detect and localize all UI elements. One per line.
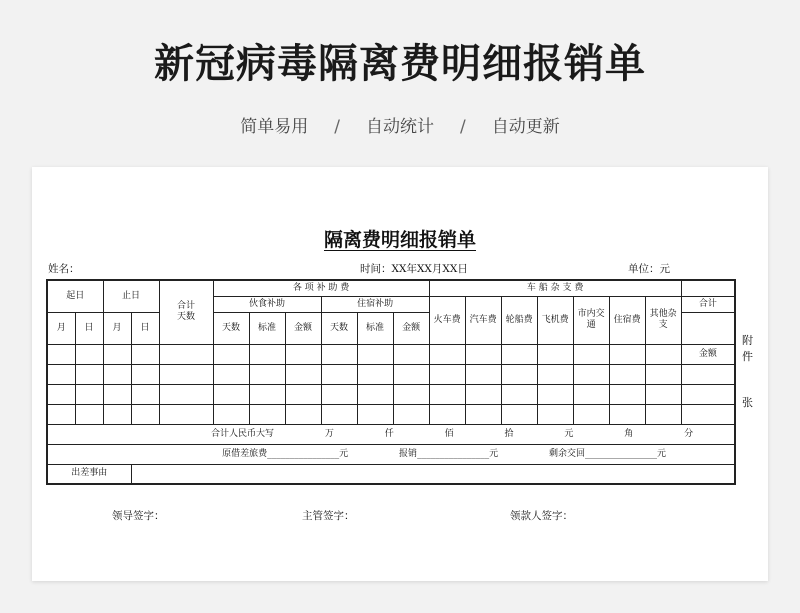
supervisor-signature[interactable]: 主管签字： bbox=[302, 510, 355, 522]
table-cell[interactable] bbox=[645, 404, 681, 424]
table-cell[interactable] bbox=[213, 344, 249, 364]
subtitle bbox=[0, 112, 800, 137]
table-cell[interactable] bbox=[213, 384, 249, 404]
table-row bbox=[47, 344, 735, 364]
table-cell[interactable] bbox=[609, 404, 645, 424]
balance-returned-label: 剩余交回 bbox=[548, 448, 585, 459]
table-cell[interactable] bbox=[285, 384, 321, 404]
table-cell[interactable] bbox=[159, 364, 213, 384]
table-cell[interactable] bbox=[393, 404, 429, 424]
table-cell[interactable] bbox=[501, 364, 537, 384]
table-cell[interactable] bbox=[285, 364, 321, 384]
table-cell[interactable] bbox=[537, 404, 573, 424]
table-cell[interactable] bbox=[645, 364, 681, 384]
header-lodging-subsidy: 住宿补助 bbox=[321, 296, 429, 312]
table-cell[interactable] bbox=[357, 344, 393, 364]
table-cell[interactable] bbox=[75, 344, 103, 364]
table-cell[interactable] bbox=[75, 384, 103, 404]
header-month: 月 bbox=[103, 312, 131, 344]
table-cell[interactable] bbox=[321, 364, 357, 384]
table-cell[interactable] bbox=[321, 384, 357, 404]
header-day: 日 bbox=[75, 312, 103, 344]
banner-title: 新冠病毒隔离费明细报销单 bbox=[154, 41, 646, 87]
unit-shi: 拾 bbox=[504, 428, 514, 439]
header-transport: 车 船 杂 支 费 bbox=[429, 280, 681, 296]
table-cell[interactable] bbox=[357, 364, 393, 384]
trip-reason-label: 出差事由 bbox=[47, 464, 131, 484]
subtitle-item: 简单易用 bbox=[240, 117, 309, 137]
header-standard: 标准 bbox=[357, 312, 393, 344]
document-title: 隔离费明细报销单 bbox=[323, 229, 476, 251]
table-cell[interactable] bbox=[681, 404, 735, 424]
table-cell[interactable] bbox=[501, 344, 537, 364]
reimbursement-table bbox=[46, 279, 736, 485]
table-cell[interactable] bbox=[537, 344, 573, 364]
table-cell[interactable] bbox=[645, 344, 681, 364]
header-city-transport: 市内交通 bbox=[573, 296, 609, 344]
yuan-unit: 元 bbox=[489, 448, 499, 459]
table-cell[interactable] bbox=[131, 384, 159, 404]
rmb-total-label: 合计人民币大写 bbox=[210, 428, 274, 439]
unit-fen: 分 bbox=[684, 428, 694, 439]
blank-line: ________________ bbox=[267, 448, 340, 459]
table-cell[interactable] bbox=[573, 404, 609, 424]
yuan-unit: 元 bbox=[339, 448, 349, 459]
table-cell[interactable] bbox=[249, 404, 285, 424]
table-cell[interactable] bbox=[537, 384, 573, 404]
table-cell[interactable] bbox=[249, 364, 285, 384]
unit-label: 单位：元 bbox=[628, 263, 670, 275]
table-cell[interactable] bbox=[537, 364, 573, 384]
table-cell[interactable] bbox=[75, 364, 103, 384]
unit-bai: 佰 bbox=[444, 428, 454, 439]
header-subsidy: 各 项 补 助 费 bbox=[213, 280, 429, 296]
table-cell[interactable] bbox=[609, 344, 645, 364]
table-cell[interactable] bbox=[645, 384, 681, 404]
table-cell[interactable] bbox=[573, 344, 609, 364]
table-cell[interactable] bbox=[357, 384, 393, 404]
header-plane: 飞机费 bbox=[537, 296, 573, 344]
amount-label-cell: 金额 bbox=[681, 344, 735, 364]
header-standard: 标准 bbox=[249, 312, 285, 344]
table-cell[interactable] bbox=[285, 344, 321, 364]
header-bus: 汽车费 bbox=[465, 296, 501, 344]
table-cell[interactable] bbox=[393, 364, 429, 384]
attachment-label: 附 bbox=[742, 334, 753, 347]
table-cell[interactable] bbox=[103, 344, 131, 364]
table-cell[interactable] bbox=[103, 364, 131, 384]
table-cell[interactable] bbox=[393, 344, 429, 364]
leader-signature[interactable]: 领导签字： bbox=[112, 510, 165, 522]
table-cell[interactable] bbox=[609, 384, 645, 404]
table-cell[interactable] bbox=[357, 404, 393, 424]
header-food-subsidy: 伙食补助 bbox=[213, 296, 321, 312]
table-cell[interactable] bbox=[103, 384, 131, 404]
original-loan-label: 原借差旅费 bbox=[222, 448, 268, 459]
rmb-total-cell[interactable] bbox=[47, 424, 735, 444]
table-cell[interactable] bbox=[501, 404, 537, 424]
reimbursed-label: 报销 bbox=[399, 448, 418, 459]
table-cell[interactable] bbox=[47, 364, 75, 384]
header-days: 天数 bbox=[213, 312, 249, 344]
table-cell[interactable] bbox=[681, 364, 735, 384]
table-cell[interactable] bbox=[47, 344, 75, 364]
header-hotel: 住宿费 bbox=[609, 296, 645, 344]
blank-line: ________________ bbox=[584, 448, 657, 459]
header-start-date: 起日 bbox=[47, 280, 103, 312]
table-cell[interactable] bbox=[465, 344, 501, 364]
table-cell[interactable] bbox=[131, 404, 159, 424]
piece-label: 件 bbox=[742, 350, 753, 363]
unit-qian: 仟 bbox=[384, 428, 394, 439]
table-cell[interactable] bbox=[429, 364, 465, 384]
table-cell[interactable] bbox=[47, 404, 75, 424]
table-cell[interactable] bbox=[465, 364, 501, 384]
table-cell[interactable] bbox=[249, 344, 285, 364]
table-cell[interactable] bbox=[681, 384, 735, 404]
header-total: 合计 bbox=[681, 296, 735, 312]
yuan-unit: 元 bbox=[656, 448, 666, 459]
table-cell[interactable] bbox=[131, 344, 159, 364]
header-days: 天数 bbox=[321, 312, 357, 344]
table-cell[interactable] bbox=[429, 404, 465, 424]
trip-reason-input[interactable] bbox=[131, 464, 735, 484]
name-label: 姓名： bbox=[48, 263, 80, 275]
table-cell[interactable] bbox=[47, 384, 75, 404]
subtitle-separator: / bbox=[460, 117, 466, 137]
document-paper bbox=[32, 167, 768, 581]
table-row bbox=[47, 364, 735, 384]
table-cell[interactable] bbox=[429, 344, 465, 364]
table-cell[interactable] bbox=[159, 344, 213, 364]
header-ship: 轮船费 bbox=[501, 296, 537, 344]
subtitle-item: 自动更新 bbox=[491, 117, 560, 137]
table-cell[interactable] bbox=[393, 384, 429, 404]
table-cell[interactable] bbox=[213, 364, 249, 384]
table-cell[interactable] bbox=[429, 384, 465, 404]
subtitle-separator: / bbox=[334, 117, 340, 137]
header-blank bbox=[681, 280, 735, 296]
table-cell[interactable] bbox=[321, 404, 357, 424]
trip-reason-row bbox=[47, 464, 735, 484]
table-cell[interactable] bbox=[213, 404, 249, 424]
header-end-date: 止日 bbox=[103, 280, 159, 312]
unit-yuan: 元 bbox=[564, 428, 574, 439]
table-cell[interactable] bbox=[249, 384, 285, 404]
table-row bbox=[47, 384, 735, 404]
header-amount: 金额 bbox=[393, 312, 429, 344]
settlement-row bbox=[47, 444, 735, 464]
table-cell[interactable] bbox=[159, 384, 213, 404]
table-cell[interactable] bbox=[75, 404, 103, 424]
payee-signature[interactable]: 领款人签字： bbox=[510, 510, 573, 522]
rmb-total-row bbox=[47, 424, 735, 444]
header-month: 月 bbox=[47, 312, 75, 344]
table-cell[interactable] bbox=[573, 384, 609, 404]
settlement-cell[interactable] bbox=[47, 444, 735, 464]
time-label: 时间：XX年XX月XX日 bbox=[360, 263, 468, 275]
subtitle-item: 自动统计 bbox=[366, 117, 434, 137]
table-cell[interactable] bbox=[465, 384, 501, 404]
header-other: 其他杂支 bbox=[645, 296, 681, 344]
table-cell[interactable] bbox=[159, 404, 213, 424]
blank-line: ________________ bbox=[417, 448, 490, 459]
table-cell[interactable] bbox=[285, 404, 321, 424]
header-day: 日 bbox=[131, 312, 159, 344]
header-total-days: 合计天数 bbox=[159, 280, 213, 344]
unit-jiao: 角 bbox=[624, 428, 634, 439]
sheet-label: 张 bbox=[742, 396, 753, 409]
header-blank bbox=[681, 312, 735, 344]
table-cell[interactable] bbox=[465, 404, 501, 424]
table-cell[interactable] bbox=[609, 364, 645, 384]
unit-wan: 万 bbox=[324, 428, 334, 439]
table-cell[interactable] bbox=[103, 404, 131, 424]
table-cell[interactable] bbox=[321, 344, 357, 364]
table-cell[interactable] bbox=[501, 384, 537, 404]
table-cell[interactable] bbox=[131, 364, 159, 384]
table-cell[interactable] bbox=[573, 364, 609, 384]
header-train: 火车费 bbox=[429, 296, 465, 344]
header-amount: 金额 bbox=[285, 312, 321, 344]
table-row bbox=[47, 404, 735, 424]
